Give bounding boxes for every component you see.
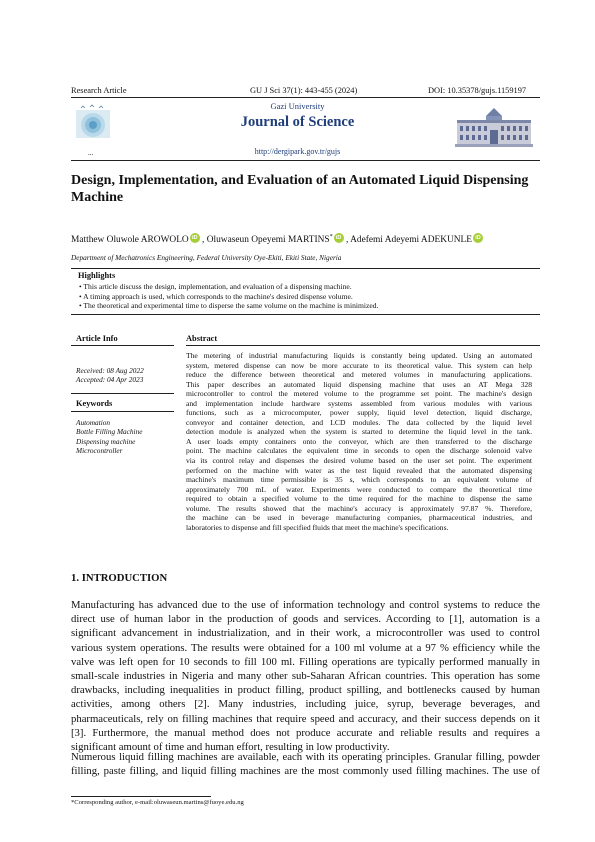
- abstract-heading: Abstract: [186, 334, 218, 343]
- abstract-line: functions, such as a microcomputer, power supply, liquid level detection, liquid discharge,: [186, 408, 532, 418]
- journal-name: Journal of Science: [240, 114, 355, 130]
- footnote-rule: [71, 796, 211, 797]
- body-line: small-scale industries in Nigeria and many other sub-Saharan African countries. This operation has some: [71, 669, 540, 682]
- abstract-line: approximately 700 mL of water. Experiments were conducted to compare the theoretical time: [186, 484, 532, 494]
- body-line: various system operations. The results were obtained for a 100 ml volume at a 97 % efficiency while the: [71, 641, 540, 654]
- highlight-item: • This article discuss the design, implementation, and evaluation of a dispensing machine.: [79, 282, 352, 291]
- corresponding-author-footnote: *Corresponding author, e-mail:oluwaseun.martins@fuoye.edu.ng: [71, 799, 244, 806]
- abstract-line: and implementation include hardware systems assembled from various modules with various: [186, 398, 532, 408]
- body-line: significant advancement in industrialization, and in their work, a microcontroller was used to control: [71, 627, 540, 640]
- accepted-date: Accepted: 04 Apr 2023: [76, 375, 144, 385]
- abstract-line: point. The machine calculates the equivalent time in seconds to open the discharge solenoid valve: [186, 446, 532, 456]
- highlights-top-rule: [71, 268, 540, 269]
- abstract-line: microcontroller to control the metered volume to the programme set point. The machine's design: [186, 389, 532, 399]
- highlight-item: • The theoretical and experimental time to disperse the same volume on the machine is minimized.: [79, 301, 379, 311]
- keywords-rule: [71, 411, 174, 412]
- keyword: Bottle Filling Machine: [76, 427, 143, 437]
- abstract-line: conveyor and container detection, and LCD modules. The data collected by the liquid level: [186, 417, 532, 427]
- keyword: Dispensing machine: [76, 436, 136, 446]
- dates-rule: [71, 393, 174, 394]
- body-line: Manufacturing has advanced due to the use of information technology and control systems to reduce the: [71, 599, 540, 611]
- body-line: [3]. Furthermore, the manual method does not produce accurate and reliable results and requires a: [71, 726, 540, 739]
- header-bottom-rule: [71, 160, 540, 161]
- author-3: , Adefemi Adeyemi ADEKUNLE: [345, 235, 472, 245]
- abstract-rule: [186, 345, 540, 346]
- abstract-line: machine's maximum time permissible is 35 s, which corresponds to an equivalent volume of: [186, 475, 532, 485]
- author-2: , Oluwaseun Opeyemi MARTINS: [202, 235, 330, 245]
- abstract-line: A user loads empty containers onto the conveyor, which are then transferred to the discharge: [186, 436, 532, 446]
- abstract-line: volume. The results showed that the machine's accuracy is approximately 97.87 %. Therefore,: [186, 503, 532, 513]
- journal-url[interactable]: http://dergipark.gov.tr/gujs: [254, 147, 341, 156]
- abstract-line: The metering of industrial manufacturing liquids is constantly being updated. Using an automated: [186, 351, 532, 360]
- body-line: Numerous liquid filling machines are available, each with its operating principles. Granular filling, powder: [71, 751, 540, 763]
- article-info-rule: [71, 345, 174, 346]
- keywords-heading: Keywords: [76, 399, 113, 408]
- paper-title: [71, 172, 528, 206]
- university-building-logo: [455, 106, 533, 148]
- body-line: activities, among others [2]. Many industries, including juice, syrup, beverage beverages, and: [71, 698, 540, 711]
- abstract-line: detection module is analyzed when the system is started to determine the liquid level in the tank.: [186, 427, 532, 437]
- article-type: Research Article: [71, 86, 127, 95]
- body-line: valve was left open for 10 seconds to fill 100 ml. Filling operations are typically performed manually in: [71, 655, 540, 668]
- abstract-line: required to obtain a specified volume to the time required for the machine to dispense the same: [186, 494, 532, 504]
- doi: DOI: 10.35378/gujs.1159197: [428, 86, 527, 95]
- abstract-line: system, metered dispense can now be more accurate to its theoretical value. This system can help: [186, 360, 532, 370]
- title-line-1: Design, Implementation, and Evaluation of an Automated Liquid Dispensing: [71, 173, 529, 188]
- orcid-icon[interactable]: iD: [473, 233, 483, 243]
- highlights-list: [79, 282, 378, 311]
- body-line: pharmaceuticals, rely on filling machines that require speed and accuracy, and their success depends on it: [71, 712, 540, 725]
- intro-heading: 1. INTRODUCTION: [71, 572, 168, 584]
- affiliation: Department of Mechatronics Engineering, Federal University Oye-Ekiti, Ekiti State, Nigeria: [71, 253, 342, 262]
- abstract-line: performed on the machine with water as the test liquid revealed that the automated dispensing: [186, 465, 532, 475]
- article-dates: [76, 366, 144, 385]
- keyword: Microcontroller: [76, 446, 123, 456]
- abstract-line: via its control relay and dispenses the desired volume based on the user set point. The experiment: [186, 456, 532, 466]
- body-line: drawbacks, including inequalities in product filling, product spilling, and bottlenecks caused by human: [71, 684, 540, 697]
- keyword: Automation: [76, 418, 111, 427]
- abstract-line: reduce the difference between theoretical and metered volumes in manufacturing applications.: [186, 370, 532, 380]
- corresponding-mark: *: [329, 233, 333, 240]
- abstract-line: laboratories to dispense and fill specified fluids that meet the machine's specifications.: [186, 522, 449, 532]
- orcid-icon[interactable]: iD: [334, 233, 344, 243]
- abstract-text: [186, 351, 532, 532]
- body-line: filling, paste filling, and liquid filling machines are the most commonly used filling machines. The use of: [71, 765, 540, 778]
- author-list: [71, 233, 483, 245]
- logo-caption: ...: [88, 149, 94, 157]
- author-1: Matthew Oluwole AROWOLO: [71, 235, 189, 245]
- body-line: significant amount of time and human effort, resulting in low productivity.: [71, 740, 390, 753]
- abstract-line: This paper describes an automated liquid dispensing machine that uses an AT Mega 328: [186, 379, 532, 389]
- citation: GU J Sci 37(1): 443-455 (2024): [250, 86, 358, 95]
- highlights-heading: Highlights: [78, 271, 116, 280]
- intro-paragraph-1: [71, 598, 540, 754]
- orcid-icon[interactable]: iD: [190, 233, 200, 243]
- university-name: Gazi University: [270, 101, 325, 111]
- abstract-line: the machine can be used in beverage manufacturing companies, pharmaceutical industries, and: [186, 513, 532, 523]
- article-info-heading: Article Info: [76, 334, 118, 343]
- body-line: direct use of human labor in the production of goods and services. According to [1], automation is a: [71, 613, 540, 626]
- intro-paragraph-2: [71, 750, 540, 778]
- highlight-item: • A timing approach is used, which corresponds to the machine's desired dispense volume.: [79, 291, 353, 301]
- highlights-bottom-rule: [71, 314, 540, 315]
- title-line-2: Machine: [71, 190, 124, 205]
- header-rule: [71, 97, 540, 98]
- received-date: Received: 08 Aug 2022: [76, 366, 144, 375]
- keywords-list: [76, 418, 142, 456]
